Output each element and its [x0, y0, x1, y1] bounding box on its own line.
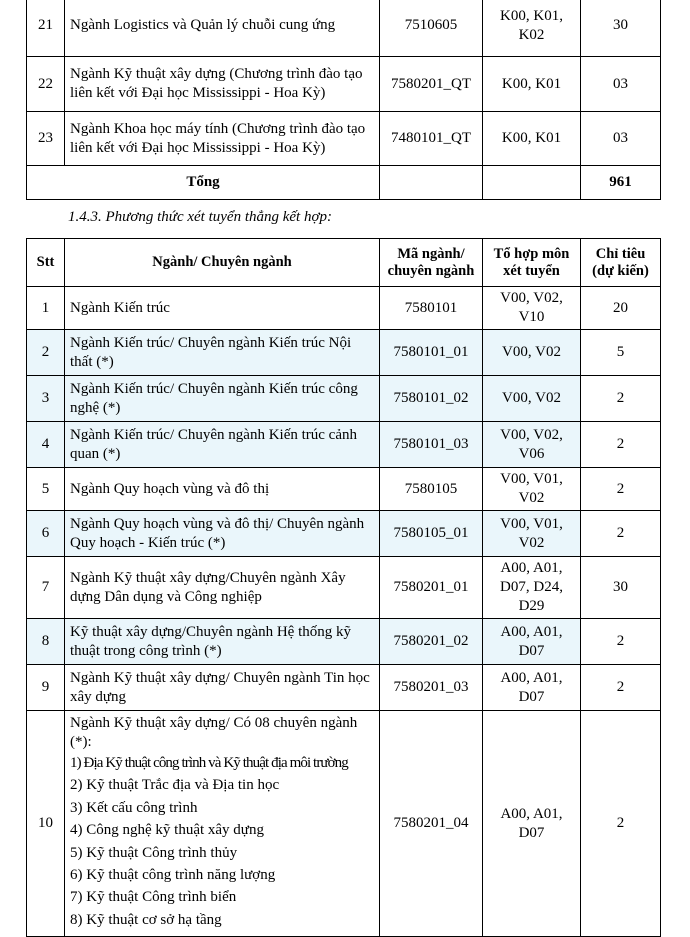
row-stt: 7 — [27, 557, 65, 619]
row-major-name: Ngành Kiến trúc/ Chuyên ngành Kiến trúc Nội thất (*) — [65, 330, 380, 376]
row-quota: 5 — [581, 330, 661, 376]
row-major-name: Ngành Kiến trúc — [65, 287, 380, 330]
row-subject-combo: A00, A01, D07, D24, D29 — [483, 557, 581, 619]
row-subject-combo: A00, A01, D07 — [483, 711, 581, 937]
row-quota: 2 — [581, 711, 661, 937]
table-row — [27, 376, 661, 422]
direct-admission-table — [26, 238, 661, 937]
row-stt: 8 — [27, 619, 65, 665]
row-major-code: 7580101_03 — [380, 422, 483, 468]
total-label: Tổng — [27, 166, 380, 200]
header-combo: Tổ hợp môn xét tuyển — [483, 239, 581, 287]
row-quota: 30 — [581, 557, 661, 619]
row-stt: 2 — [27, 330, 65, 376]
row-major-code: 7580201_03 — [380, 665, 483, 711]
header-major: Ngành/ Chuyên ngành — [65, 239, 380, 287]
sub-major-item: 2) Kỹ thuật Trắc địa và Địa tin học — [70, 777, 280, 794]
row-major-name: Ngành Kỹ thuật xây dựng (Chương trình đào tạo liên kết với Đại học Mississippi - Hoa Kỳ) — [65, 57, 380, 112]
sub-major-item: 7) Kỹ thuật Công trình biển — [70, 889, 237, 906]
row-quota: 03 — [581, 57, 661, 112]
total-row — [27, 166, 661, 200]
header-stt: Stt — [27, 239, 65, 287]
section-title: 1.4.3. Phương thức xét tuyển thẳng kết hợp: — [68, 209, 332, 225]
row-stt: 21 — [27, 0, 65, 57]
row-major-code: 7580201_QT — [380, 57, 483, 112]
table-row — [27, 511, 661, 557]
empty-cell — [483, 166, 581, 200]
row-subject-combo: A00, A01, D07 — [483, 619, 581, 665]
table-row — [27, 57, 661, 112]
row-major-name: Ngành Quy hoạch vùng và đô thị — [65, 468, 380, 511]
row-major-code: 7580105 — [380, 468, 483, 511]
table-row — [27, 330, 661, 376]
table-row — [27, 557, 661, 619]
sub-major-item: 8) Kỹ thuật cơ sở hạ tầng — [70, 911, 222, 928]
row-stt: 9 — [27, 665, 65, 711]
row-stt: 22 — [27, 57, 65, 112]
header-quota: Chỉ tiêu (dự kiến) — [581, 239, 661, 287]
row-subject-combo: K00, K01 — [483, 112, 581, 166]
row-quota: 2 — [581, 619, 661, 665]
row-quota: 2 — [581, 468, 661, 511]
row-major-code: 7480101_QT — [380, 112, 483, 166]
row-major-name: Ngành Kiến trúc/ Chuyên ngành Kiến trúc cảnh quan (*) — [65, 422, 380, 468]
table-row — [27, 422, 661, 468]
table-row — [27, 0, 661, 57]
row-major-code: 7510605 — [380, 0, 483, 57]
row-major-code: 7580101_02 — [380, 376, 483, 422]
row-major-name-with-subs — [65, 711, 380, 937]
row-subject-combo: A00, A01, D07 — [483, 665, 581, 711]
row-subject-combo: K00, K01 — [483, 57, 581, 112]
row-major-code: 7580105_01 — [380, 511, 483, 557]
row-quota: 30 — [581, 0, 661, 57]
row-stt: 3 — [27, 376, 65, 422]
row-quota: 20 — [581, 287, 661, 330]
row-major-name: Ngành Kỹ thuật xây dựng/ Chuyên ngành Tin học xây dựng — [65, 665, 380, 711]
row-major-code: 7580101 — [380, 287, 483, 330]
empty-cell — [380, 166, 483, 200]
row-major-code: 7580101_01 — [380, 330, 483, 376]
row-subject-combo: V00, V01, V02 — [483, 511, 581, 557]
row-major-name: Ngành Kiến trúc/ Chuyên ngành Kiến trúc công nghệ (*) — [65, 376, 380, 422]
row-major-name: Ngành Quy hoạch vùng và đô thị/ Chuyên ngành Quy hoạch - Kiến trúc (*) — [65, 511, 380, 557]
row-subject-combo: V00, V02, V10 — [483, 287, 581, 330]
row-quota: 2 — [581, 665, 661, 711]
row-quota: 2 — [581, 511, 661, 557]
sub-major-item: 6) Kỹ thuật công trình năng lượng — [70, 867, 276, 884]
table-row — [27, 711, 661, 937]
row-subject-combo: V00, V01, V02 — [483, 468, 581, 511]
table-row — [27, 468, 661, 511]
row-major-name: Ngành Logistics và Quản lý chuỗi cung ứng — [65, 0, 380, 57]
admission-quota-table-top — [26, 0, 661, 200]
row-stt: 1 — [27, 287, 65, 330]
row-quota: 2 — [581, 376, 661, 422]
row-major-name: Ngành Kỹ thuật xây dựng/ Có 08 chuyên ngành (*): — [70, 715, 358, 750]
row-subject-combo: K00, K01, K02 — [483, 0, 581, 57]
row-stt: 4 — [27, 422, 65, 468]
row-stt: 10 — [27, 711, 65, 937]
row-stt: 5 — [27, 468, 65, 511]
sub-major-item: 1) Địa Kỹ thuật công trình và Kỹ thuật địa môi trường — [70, 755, 348, 771]
header-code: Mã ngành/ chuyên ngành — [380, 239, 483, 287]
row-major-code: 7580201_01 — [380, 557, 483, 619]
row-major-code: 7580201_02 — [380, 619, 483, 665]
total-value: 961 — [581, 166, 661, 200]
row-major-name: Ngành Kỹ thuật xây dựng/Chuyên ngành Xây dựng Dân dụng và Công nghiệp — [65, 557, 380, 619]
row-subject-combo: V00, V02, V06 — [483, 422, 581, 468]
table-row — [27, 112, 661, 166]
row-stt: 6 — [27, 511, 65, 557]
row-subject-combo: V00, V02 — [483, 376, 581, 422]
row-subject-combo: V00, V02 — [483, 330, 581, 376]
sub-major-item: 5) Kỹ thuật Công trình thủy — [70, 844, 238, 861]
table-header-row — [27, 239, 661, 287]
row-stt: 23 — [27, 112, 65, 166]
row-quota: 03 — [581, 112, 661, 166]
row-major-name: Ngành Khoa học máy tính (Chương trình đào tạo liên kết với Đại học Mississippi - Hoa Kỳ) — [65, 112, 380, 166]
row-quota: 2 — [581, 422, 661, 468]
table-row — [27, 287, 661, 330]
table-row — [27, 619, 661, 665]
sub-major-item: 3) Kết cấu công trình — [70, 799, 198, 816]
row-major-code: 7580201_04 — [380, 711, 483, 937]
row-major-name: Kỹ thuật xây dựng/Chuyên ngành Hệ thống kỹ thuật trong công trình (*) — [65, 619, 380, 665]
sub-major-item: 4) Công nghệ kỹ thuật xây dựng — [70, 822, 264, 839]
table-row — [27, 665, 661, 711]
